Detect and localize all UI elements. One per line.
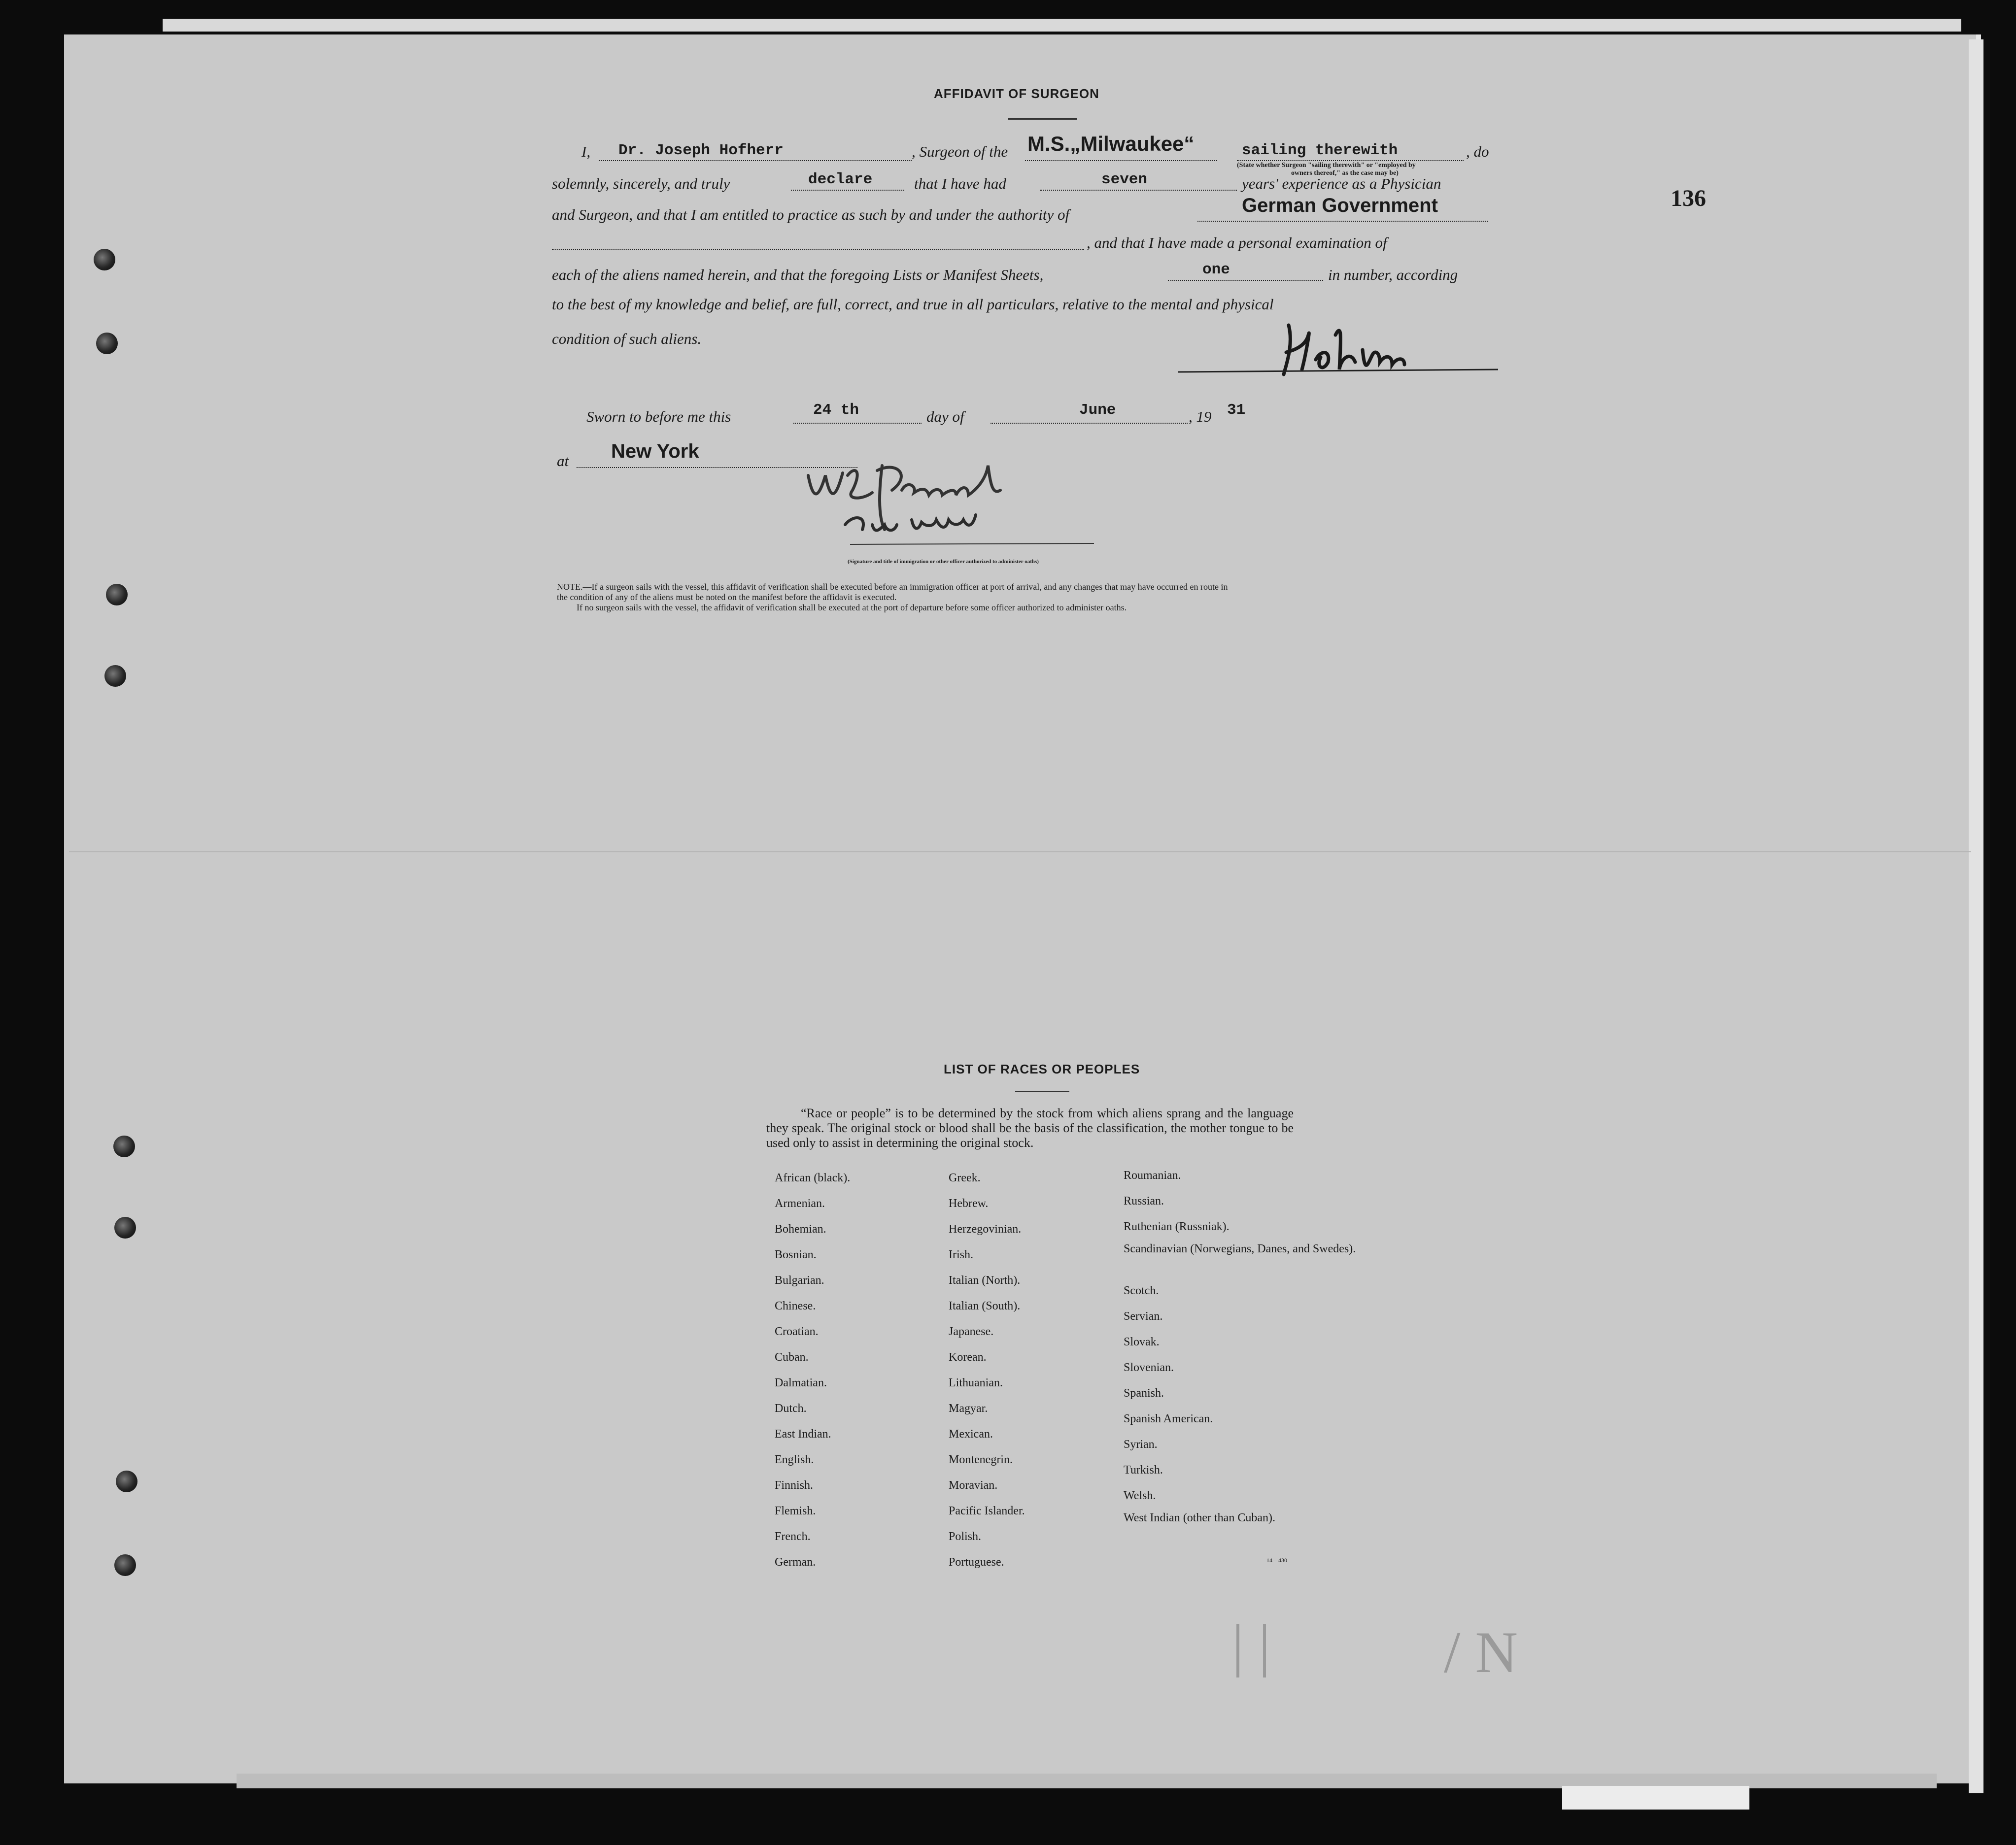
- race-list-item: Spanish American.: [1124, 1412, 1213, 1425]
- race-list-item: Spanish.: [1124, 1387, 1164, 1400]
- race-list-item: Scotch.: [1124, 1284, 1159, 1297]
- race-list-item: Slovak.: [1124, 1336, 1160, 1348]
- races-column-3: [1124, 1163, 1356, 1547]
- text-surgeon-of: , Surgeon of the: [912, 143, 1008, 160]
- race-list-item: Slovenian.: [1124, 1361, 1174, 1374]
- day-blank: [793, 423, 922, 424]
- text-i: I,: [581, 143, 591, 160]
- authority: German Government: [1242, 195, 1438, 216]
- race-list-item: Dutch.: [775, 1402, 807, 1415]
- authority-blank: [1197, 221, 1488, 222]
- binder-hole: [114, 1554, 136, 1576]
- vessel-blank: [1025, 160, 1217, 161]
- surgeon-name: Dr. Joseph Hofherr: [618, 142, 784, 159]
- race-list-item: Welsh.: [1124, 1489, 1156, 1502]
- race-list-item: Dalmatian.: [775, 1376, 827, 1389]
- binder-hole: [104, 665, 126, 687]
- text-year-prefix: , 19: [1189, 408, 1212, 425]
- text-do: , do: [1466, 143, 1489, 160]
- race-list-item: African (black).: [775, 1172, 851, 1184]
- text-in-number: in number, according: [1328, 266, 1458, 283]
- sailing-blank: [1237, 160, 1464, 161]
- declare-blank: [791, 190, 904, 191]
- race-list-item: Magyar.: [949, 1402, 988, 1415]
- race-list-item: Mexican.: [949, 1428, 993, 1441]
- races-title-rule: [1015, 1091, 1069, 1092]
- binder-hole: [96, 333, 118, 354]
- race-list-item: Syrian.: [1124, 1438, 1158, 1451]
- text-solemnly: solemnly, sincerely, and truly: [552, 175, 730, 192]
- race-list-item: Russian.: [1124, 1195, 1164, 1208]
- note-line2: the condition of any of the aliens must be noted on the manifest before the affidavit is executed.: [557, 592, 897, 602]
- page-number: 136: [1671, 185, 1706, 211]
- race-list-item: Bulgarian.: [775, 1274, 824, 1287]
- race-list-item: Polish.: [949, 1530, 982, 1543]
- text-and-surgeon: and Surgeon, and that I am entitled to practice as such by and under the authority of: [552, 206, 1070, 223]
- form-code: 14—430: [1266, 1557, 1287, 1564]
- text-sworn: Sworn to before me this: [586, 408, 731, 425]
- race-list-item: Armenian.: [775, 1197, 825, 1210]
- race-list-item: Croatian.: [775, 1325, 819, 1338]
- affidavit-title: AFFIDAVIT OF SURGEON: [934, 86, 1099, 101]
- sailing-status: sailing therewith: [1242, 142, 1398, 159]
- authority-continuation-blank: [552, 249, 1084, 250]
- race-list-item: French.: [775, 1530, 811, 1543]
- race-list-item: Servian.: [1124, 1310, 1163, 1323]
- page-edge-top: [163, 19, 1961, 32]
- sworn-place: New York: [611, 440, 699, 462]
- text-at: at: [557, 452, 569, 470]
- race-list-item: Chinese.: [775, 1300, 816, 1312]
- sheet-count: one: [1202, 261, 1230, 278]
- declaration-word: declare: [808, 171, 873, 188]
- race-list-item: Flemish.: [775, 1505, 816, 1517]
- note-line1: NOTE.—If a surgeon sails with the vessel, this affidavit of verification shall be executed before an immigration officer at port of arrival, and any changes that may have occurred en route in: [557, 582, 1228, 592]
- race-list-item: Montenegrin.: [949, 1453, 1013, 1466]
- sailing-note-line1: (State whether Surgeon "sailing therewith" or "employed by: [1237, 162, 1416, 169]
- race-list-item: Korean.: [949, 1351, 987, 1364]
- race-list-item: Scandinavian (Norwegians, Danes, and Swedes).: [1124, 1242, 1356, 1255]
- sworn-year: 31: [1227, 402, 1246, 419]
- race-list-item: Pacific Islander.: [949, 1505, 1025, 1517]
- years-blank: [1040, 190, 1237, 191]
- race-list-item: English.: [775, 1453, 814, 1466]
- surgeon-name-blank: [599, 160, 912, 161]
- sworn-day: 24 th: [813, 402, 859, 419]
- race-list-item: German.: [775, 1556, 816, 1569]
- signature-caption: (Signature and title of immigration or other officer authorized to administer oaths): [848, 559, 1039, 565]
- binder-hole: [114, 1217, 136, 1239]
- race-list-item: Lithuanian.: [949, 1376, 1003, 1389]
- race-list-item: Turkish.: [1124, 1464, 1163, 1476]
- race-list-item: Italian (South).: [949, 1300, 1021, 1312]
- races-title: LIST OF RACES OR PEOPLES: [944, 1062, 1140, 1076]
- race-list-item: Roumanian.: [1124, 1169, 1181, 1182]
- race-list-item: Ruthenian (Russniak).: [1124, 1220, 1230, 1233]
- race-list-item: Finnish.: [775, 1479, 814, 1492]
- binder-hole: [116, 1471, 137, 1492]
- races-column-1: [775, 1165, 850, 1575]
- text-best-knowledge: to the best of my knowledge and belief, are full, correct, and true in all particulars, relative to the mental and physical: [552, 296, 1274, 313]
- race-list-item: Bosnian.: [775, 1248, 817, 1261]
- title-rule: [1008, 118, 1077, 120]
- page-edge-right: [1969, 39, 1983, 1793]
- race-list-item: Italian (North).: [949, 1274, 1021, 1287]
- sworn-month: June: [1079, 402, 1116, 419]
- race-list-item: Hebrew.: [949, 1197, 989, 1210]
- race-list-item: Irish.: [949, 1248, 973, 1261]
- race-list-item: Moravian.: [949, 1479, 998, 1492]
- sailing-note-line2: owners thereof," as the case may be): [1291, 169, 1399, 177]
- vessel-name: M.S.„Milwaukee“: [1027, 132, 1195, 155]
- race-list-item: Portuguese.: [949, 1556, 1004, 1569]
- years-experience: seven: [1101, 171, 1148, 188]
- race-list-item: Bohemian.: [775, 1223, 826, 1236]
- race-list-item: Japanese.: [949, 1325, 994, 1338]
- sheet-count-blank: [1168, 280, 1323, 281]
- binder-hole: [94, 249, 115, 270]
- text-years-experience: years' experience as a Physician: [1242, 175, 1441, 192]
- note-line3: If no surgeon sails with the vessel, the affidavit of verification shall be executed at the port of departure before some officer authorized to administer oaths.: [577, 603, 1127, 612]
- race-list-item: Herzegovinian.: [949, 1223, 1022, 1236]
- race-list-item: Cuban.: [775, 1351, 809, 1364]
- race-list-item: East Indian.: [775, 1428, 831, 1441]
- binder-hole: [113, 1136, 135, 1157]
- month-blank: [991, 423, 1188, 424]
- surgeon-signature: [1173, 315, 1498, 379]
- text-condition: condition of such aliens.: [552, 330, 702, 347]
- text-i-have-had: that I have had: [914, 175, 1006, 192]
- race-list-item: West Indian (other than Cuban).: [1124, 1511, 1275, 1524]
- text-personal-exam: , and that I have made a personal examination of: [1087, 234, 1387, 251]
- faint-mark: | |: [1232, 1612, 1271, 1677]
- fold-line: [69, 851, 1971, 852]
- officer-signature: [798, 446, 1104, 559]
- faint-mark: / N: [1444, 1619, 1518, 1685]
- text-each-alien: each of the aliens named herein, and that the foregoing Lists or Manifest Sheets,: [552, 266, 1044, 283]
- races-column-2: [949, 1165, 1025, 1575]
- race-list-item: Greek.: [949, 1172, 981, 1184]
- text-day-of: day of: [926, 408, 964, 425]
- races-intro: “Race or people” is to be determined by the stock from which aliens sprang and the language they speak. The original stock or blood shall be the basis of the classification, the mother tongue to be used only to assist in determining the original stock.: [766, 1106, 1294, 1150]
- paper-tab: [1562, 1786, 1749, 1810]
- binder-hole: [106, 584, 128, 605]
